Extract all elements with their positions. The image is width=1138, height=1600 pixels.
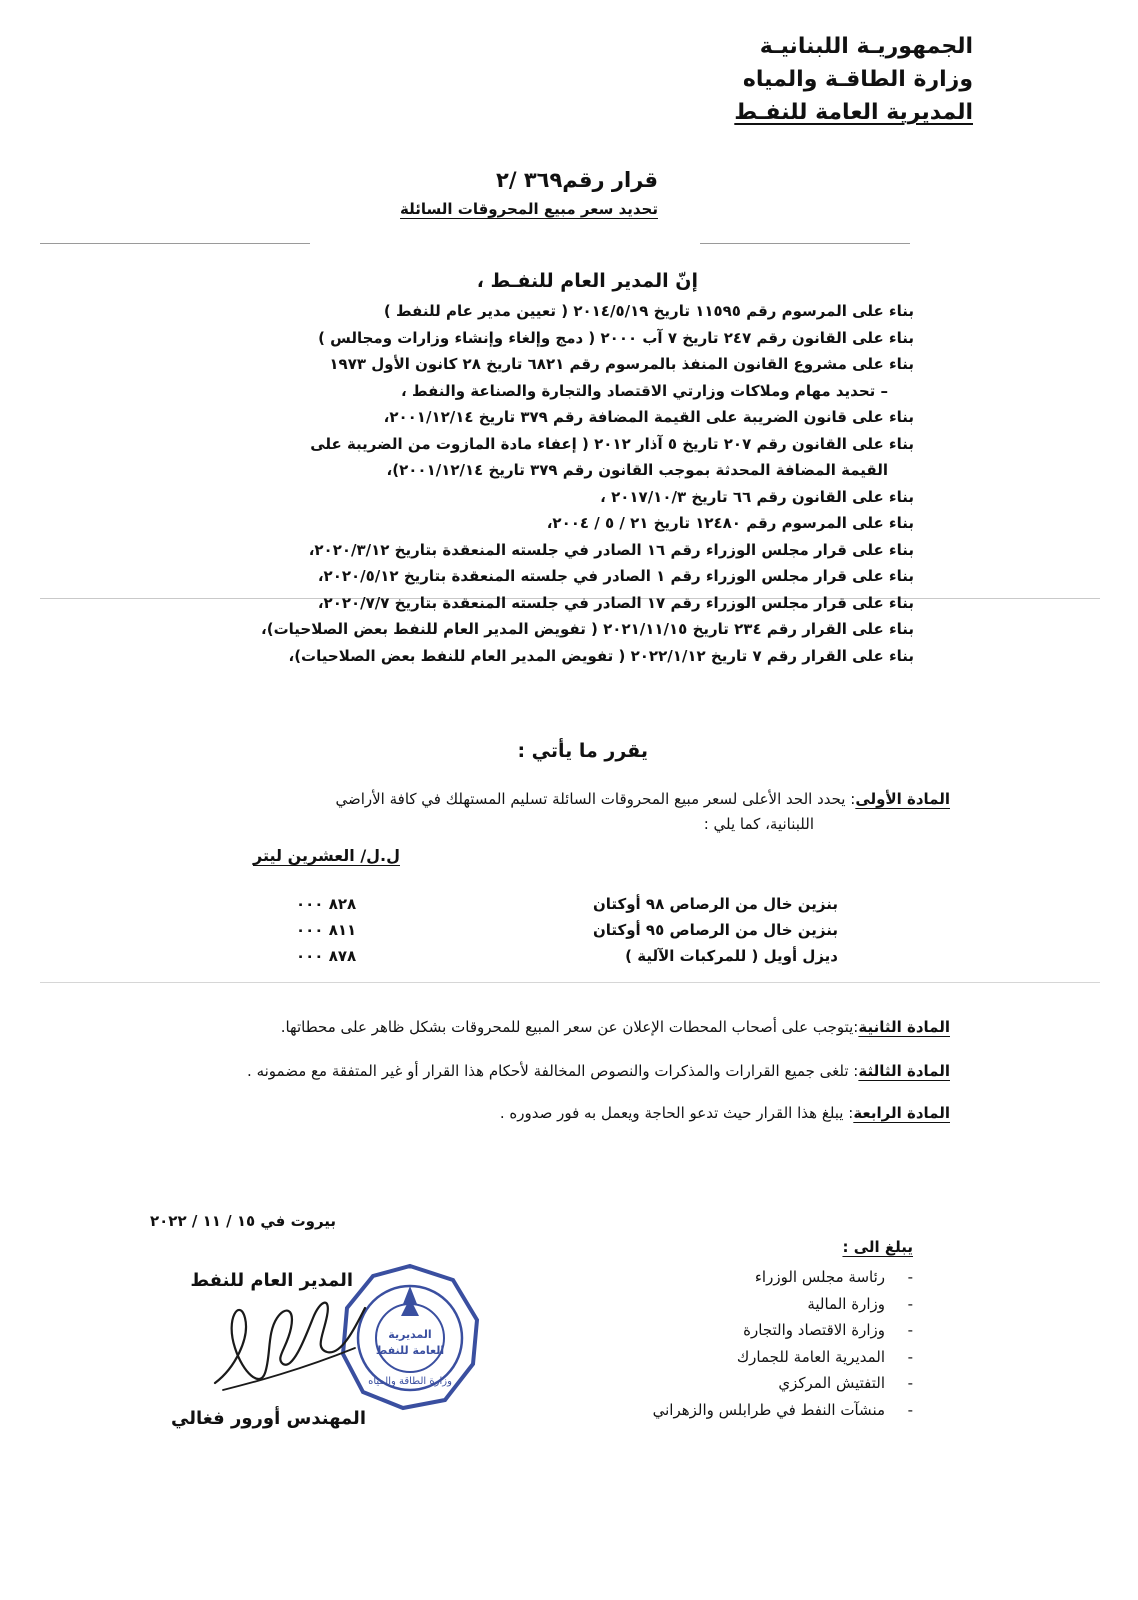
price-name: بنزين خال من الرصاص ٩٨ أوكتان (592, 895, 838, 913)
distribution-list (653, 1264, 913, 1423)
letterhead-republic: الجمهوريـة اللبنانيـة (759, 34, 973, 59)
article-1-continuation: اللبنانية، كما يلي : (703, 815, 814, 833)
recital: بناء على القانون رقم ٢٤٧ تاريخ ٧ آب ٢٠٠٠ ( دمج وإلغاء وإنشاء وزارات ومجالس ) (318, 328, 914, 347)
recital: بناء على قانون الضريبة على القيمة المضافة رقم ٣٧٩ تاريخ ٢٠٠١/١٢/١٤، (383, 408, 914, 426)
distribution-item: -التفتيش المركزي (778, 1374, 913, 1392)
price-value: ٨٢٨ ٠٠٠ (296, 895, 357, 913)
price-name: بنزين خال من الرصاص ٩٥ أوكتان (592, 921, 838, 939)
price-value: ٨١١ ٠٠٠ (296, 921, 357, 939)
distribution-item: -المديرية العامة للجمارك (736, 1347, 913, 1366)
scan-line (700, 243, 910, 244)
decides-heading: يقرر ما يأتي : (517, 740, 648, 762)
recital: – تحديد مهام وملاكات وزارتي الاقتصاد والتجارة والصناعة والنفط ، (401, 381, 888, 400)
decision-number: قرار رقم٣٦٩ /٢ (496, 168, 658, 192)
recital: بناء على المرسوم رقم ١١٥٩٥ تاريخ ٢٠١٤/٥/١٩ ( تعيين مدير عام للنفط ) (383, 302, 914, 320)
stamp-text: العامة للنفط (375, 1344, 445, 1357)
issue-date: بيروت في ١٥ / ١١ / ٢٠٢٢ (150, 1212, 337, 1230)
price-value: ٨٧٨ ٠٠٠ (296, 947, 357, 965)
article-3-label: المادة الثالثة (858, 1062, 950, 1080)
recital: بناء على قرار مجلس الوزراء رقم ١٧ الصادر في جلسته المنعقدة بتاريخ ٢٠٢٠/٧/٧، (317, 593, 914, 612)
article-1 (335, 790, 950, 808)
scan-line (40, 243, 310, 244)
recital: بناء على القرار رقم ٢٣٤ تاريخ ٢٠٢١/١١/١٥ ( تفويض المدير العام للنفط بعض الصلاحيات)، (261, 620, 914, 638)
letterhead-directorate: المديرية العامة للنفـط (734, 100, 973, 125)
letterhead-ministry: وزارة الطاقـة والمياه (742, 67, 973, 92)
cedar-icon (401, 1286, 419, 1316)
article-2 (281, 1018, 950, 1036)
stamp-text: وزارة الطاقة والمياه (368, 1376, 452, 1387)
signatory-name: المهندس أورور فغالي (171, 1408, 366, 1429)
article-4-text: : يبلغ هذا القرار حيث تدعو الحاجة ويعمل به فور صدوره . (499, 1104, 854, 1122)
price-name: ديزل أويل ( للمركبات الآلية ) (625, 947, 838, 965)
article-2-text: :يتوجب على أصحاب المحطات الإعلان عن سعر المبيع للمحروقات بشكل ظاهر على محطاتها. (280, 1018, 859, 1036)
intro-line: إنّ المدير العام للنفـط ، (476, 270, 698, 292)
article-4-label: المادة الرابعة (853, 1104, 950, 1122)
recital: بناء على المرسوم رقم ١٢٤٨٠ تاريخ ٢١ / ٥ / ٢٠٠٤، (546, 514, 914, 532)
article-3-text: : تلغى جميع القرارات والمذكرات والنصوص المخالفة لأحكام هذا القرار أو غير المتفقة مع مضمونه . (247, 1062, 859, 1080)
handwritten-signature (205, 1278, 375, 1408)
article-4 (500, 1104, 950, 1122)
distribution-title: يبلغ الى : (842, 1238, 913, 1256)
distribution-item: -وزارة الاقتصاد والتجارة (743, 1321, 913, 1339)
article-1-text: : يحدد الحد الأعلى لسعر مبيع المحروقات السائلة تسليم المستهلك في كافة الأراضي (335, 790, 856, 808)
recital: بناء على مشروع القانون المنفذ بالمرسوم رقم ٦٨٢١ تاريخ ٢٨ كانون الأول ١٩٧٣ (329, 355, 914, 373)
letterhead (734, 30, 973, 129)
article-2-label: المادة الثانية (858, 1018, 950, 1036)
recital: القيمة المضافة المحدثة بموجب القانون رقم ٣٧٩ تاريخ ٢٠٠١/١٢/١٤)، (386, 461, 888, 479)
distribution-item: -رئاسة مجلس الوزراء (754, 1268, 913, 1286)
recital: بناء على القانون رقم ٦٦ تاريخ ٢٠١٧/١٠/٣ ، (600, 487, 914, 506)
recital: بناء على قرار مجلس الوزراء رقم ١ الصادر في جلسته المنعقدة بتاريخ ٢٠٢٠/٥/١٢، (317, 567, 914, 585)
recital: بناء على القانون رقم ٢٠٧ تاريخ ٥ آذار ٢٠١٢ ( إعفاء مادة المازوت من الضريبة على (310, 434, 914, 453)
recitals-list (14, 298, 914, 669)
distribution-item: -وزارة المالية (807, 1294, 913, 1313)
stamp-text: المديرية (388, 1328, 432, 1341)
signatory-title: المدير العام للنفط (190, 1270, 353, 1291)
recital: بناء على القرار رقم ٧ تاريخ ٢٠٢٢/١/١٢ ( تفويض المدير العام للنفط بعض الصلاحيات)، (288, 646, 914, 665)
scan-line (40, 982, 1100, 983)
decision-subject: تحديد سعر مبيع المحروقات السائلة (400, 200, 658, 218)
recital: بناء على قرار مجلس الوزراء رقم ١٦ الصادر في جلسته المنعقدة بتاريخ ٢٠٢٠/٣/١٢، (308, 540, 914, 559)
price-unit: ل.ل/ العشرين ليتر (252, 846, 400, 865)
distribution-item: -منشآت النفط في طرابلس والزهراني (652, 1400, 913, 1419)
article-3 (247, 1062, 950, 1080)
article-1-label: المادة الأولى (855, 790, 950, 808)
